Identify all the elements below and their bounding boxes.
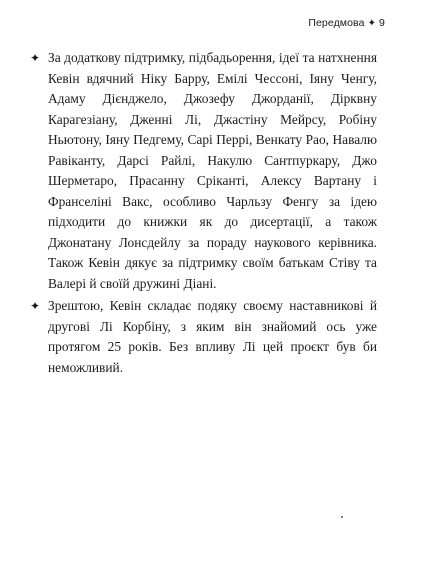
paragraph-text: Зрештою, Кевін складає подяку своєму наставникові й другові Лі Корбіну, з яким він знайомий ось уже протягом 25 років. Без впливу Лі цей проєкт був би неможливий. xyxy=(48,298,377,375)
acknowledgement-paragraph-1 xyxy=(30,48,377,294)
paragraph-text: За додаткову підтримку, підбадьорення, ідеї та натхнення Кевін вдячний Ніку Барру, Емілі Чессоні, Іяну Ченгу, Адаму Дієнджело, Джозефу Джорданії, Дірквну Карагезіану, Дженні Лі, Джастіну Мейрсу, Робіну Ньютону, Іяну Педгему, Сарі Перрі, Венкату Рао, Навалю Равіканту, Дарсі Райлі, Накулю Сантпуркару, Джо Шерметаро, Прасанну Срікантi, Алексу Вартану і Франселіні Вакс, особливо Чарльзу Фенгу за ідею підходити до книжки як до дисертації, а також Джонатану Лонсдейлу за пораду наукового керівника. Також Кевін дякує за підтримку своїм батькам Стіву та Валері й своїй дружині Діані. xyxy=(48,50,377,291)
body-text xyxy=(30,48,377,380)
section-title: Передмова xyxy=(308,17,365,29)
header-separator-icon: ✦ xyxy=(367,17,377,29)
acknowledgement-paragraph-2 xyxy=(30,296,377,378)
star-bullet-icon: ✦ xyxy=(30,51,41,65)
page-number: 9 xyxy=(379,17,385,29)
running-header xyxy=(308,17,385,29)
paper-speck xyxy=(341,516,343,518)
star-bullet-icon: ✦ xyxy=(30,299,41,313)
